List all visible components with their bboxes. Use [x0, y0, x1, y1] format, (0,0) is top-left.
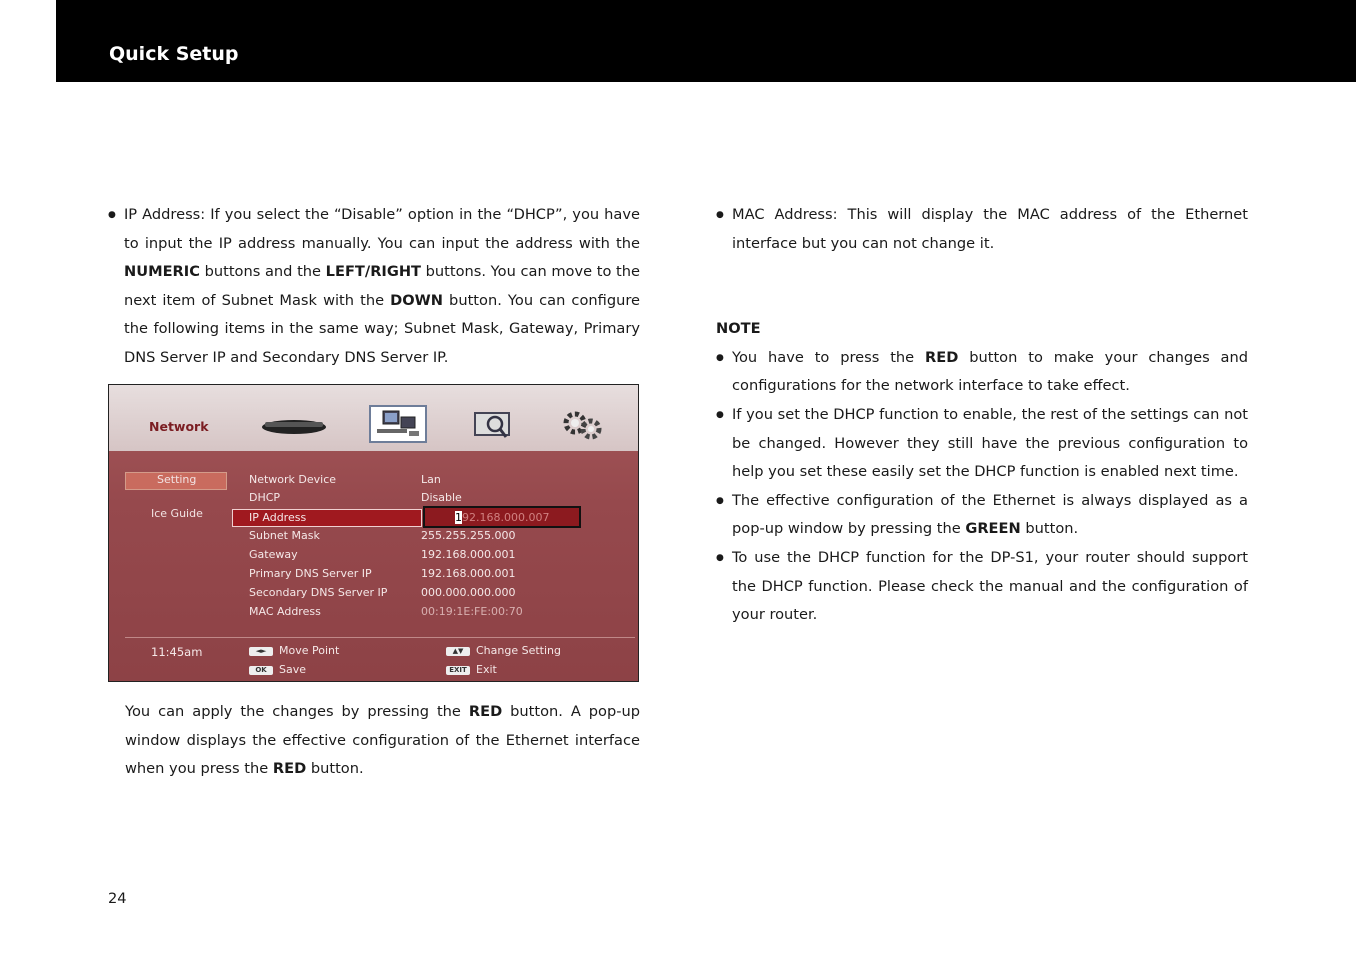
- left-column: [108, 201, 640, 373]
- text: The effective configuration of the Ethernet is always displayed as a pop-up window by pressing the: [732, 491, 1248, 538]
- network-icon-selected: [369, 405, 427, 443]
- sidebar-item-setting: Setting: [157, 473, 197, 486]
- note-green-button: [716, 487, 1248, 544]
- hint-exit: [446, 663, 497, 676]
- hint-label: Change Setting: [476, 644, 561, 657]
- page-number: 24: [108, 890, 127, 907]
- text: button. You can configure the following items in the same way; Subnet Mask, Gateway, Primary DNS Server IP and Secondary DNS Server IP.: [124, 291, 640, 366]
- hint-label: Save: [279, 663, 307, 676]
- section-title: Quick Setup: [109, 43, 239, 65]
- label-subnet-mask: Subnet Mask: [249, 529, 320, 542]
- value-network-device: Lan: [421, 473, 441, 486]
- page-header: [56, 0, 1356, 82]
- screenshot-top-bar: [109, 385, 638, 451]
- left-right-key-icon: ◄►: [249, 647, 273, 656]
- left-after-text: [108, 698, 640, 784]
- bold-text: GREEN: [965, 520, 1021, 538]
- label-primary-dns: Primary DNS Server IP: [249, 567, 372, 580]
- text: button to make your changes and configurations for the network interface to take effect.: [732, 348, 1248, 395]
- hint-move-point: [249, 644, 339, 657]
- text: buttons. You can move to the next item of Subnet Mask with the: [124, 263, 640, 309]
- bold-text: DOWN: [390, 291, 443, 309]
- settop-box-icon: [259, 407, 329, 443]
- label-gateway: Gateway: [249, 548, 298, 561]
- screenshot-divider: [125, 637, 635, 638]
- text: button. A pop-up window displays the effective configuration of the Ethernet interface when you press the: [125, 703, 640, 778]
- hint-label: Move Point: [279, 644, 340, 657]
- hint-save: [249, 663, 306, 676]
- input-cursor: 1: [455, 511, 462, 524]
- value-ip-address: [455, 511, 549, 524]
- note-heading: NOTE: [716, 320, 761, 338]
- label-mac-address: MAC Address: [249, 605, 321, 618]
- clock: 11:45am: [151, 645, 203, 659]
- up-down-key-icon: ▲▼: [446, 647, 470, 656]
- screenshot-title: Network: [149, 419, 209, 434]
- value-mac-address: 00:19:1E:FE:00:70: [421, 605, 523, 618]
- gear-icon: [559, 407, 605, 443]
- text: You can apply the changes by pressing the: [125, 703, 469, 720]
- text: You have to press the: [732, 348, 926, 366]
- note-red-button: [716, 344, 1248, 401]
- text: button.: [1020, 520, 1079, 538]
- bold-text: RED: [925, 348, 959, 366]
- note-dhcp-enable: ● If you set the DHCP function to enable, the rest of the settings can not be changed. However they still have the previous configuration to help you set these easily set the DHCP function is enabled next time.: [716, 401, 1248, 487]
- network-settings-screenshot: [108, 384, 639, 682]
- computer-network-icon: [371, 407, 425, 441]
- hint-change-setting: [446, 644, 561, 657]
- text: buttons and the: [199, 263, 326, 281]
- value-dhcp: Disable: [421, 491, 462, 504]
- mac-address-bullet: ● MAC Address: This will display the MAC address of the Ethernet interface but you can not change it.: [716, 201, 1248, 258]
- value-gateway: 192.168.000.001: [421, 548, 516, 561]
- note-router-support: ● To use the DHCP function for the DP-S1, your router should support the DHCP function. Please check the manual and the configuration of your router.: [716, 544, 1248, 630]
- label-network-device: Network Device: [249, 473, 337, 486]
- ip-digits: 92.168.000.007: [462, 511, 550, 524]
- label-secondary-dns: Secondary DNS Server IP: [249, 586, 388, 599]
- ok-key-icon: OK: [249, 666, 273, 675]
- apply-changes-paragraph: [108, 698, 640, 784]
- search-monitor-icon: [471, 407, 515, 443]
- text: IP Address: If you select the “Disable” option in the “DHCP”, you have to input the IP address manually. You can input the address with the: [124, 206, 640, 252]
- ip-address-bullet: [108, 201, 640, 373]
- exit-key-icon: EXIT: [446, 666, 470, 675]
- value-primary-dns: 192.168.000.001: [421, 567, 516, 580]
- label-dhcp: DHCP: [249, 491, 281, 504]
- bold-text: LEFT/RIGHT: [325, 263, 422, 281]
- sidebar-item-ice-guide: Ice Guide: [151, 507, 203, 520]
- bold-text: RED: [272, 760, 307, 778]
- hint-label: Exit: [476, 663, 497, 676]
- value-subnet-mask: 255.255.255.000: [421, 529, 516, 542]
- text: button.: [306, 760, 364, 778]
- label-ip-address: IP Address: [249, 511, 307, 524]
- bold-text: RED: [468, 703, 503, 720]
- value-secondary-dns: 000.000.000.000: [421, 586, 516, 599]
- right-column: [716, 201, 1248, 630]
- bold-text: NUMERIC: [124, 263, 200, 281]
